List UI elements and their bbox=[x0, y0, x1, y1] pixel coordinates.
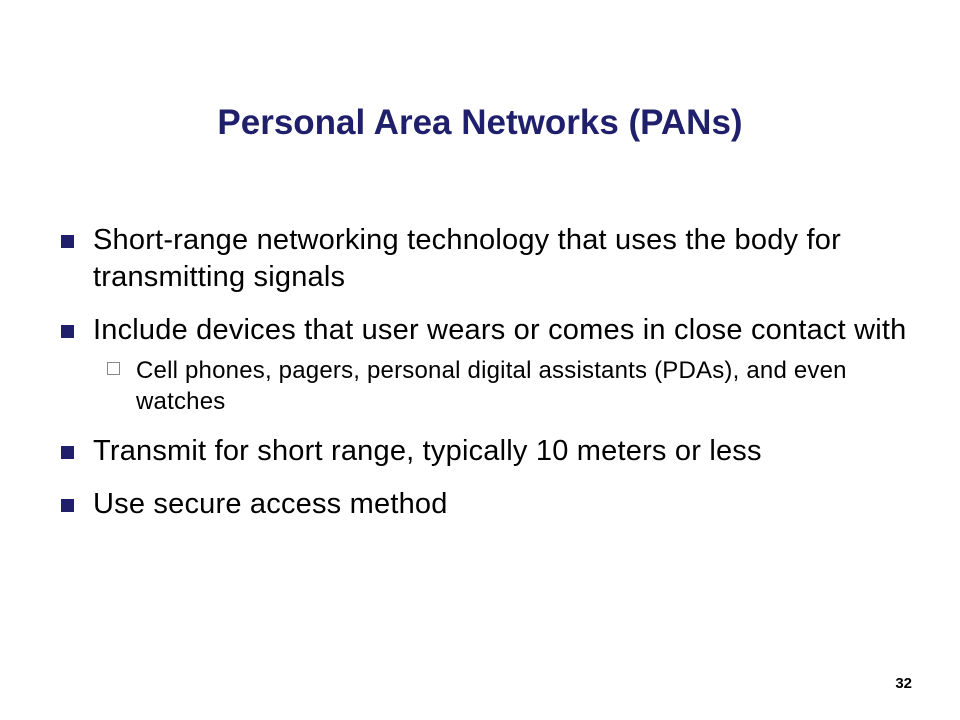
bullet-text: Use secure access method bbox=[93, 488, 448, 520]
sub-bullet-item bbox=[60, 355, 910, 417]
bullet-item bbox=[60, 222, 910, 296]
bullet-item bbox=[60, 312, 910, 417]
bullet-text: Short-range networking technology that uses the body for transmitting signals bbox=[93, 224, 841, 293]
bullet-text: Include devices that user wears or comes in close contact with bbox=[93, 314, 907, 346]
bullet-item bbox=[60, 486, 910, 523]
sub-bullet-list bbox=[93, 355, 910, 417]
slide-title: Personal Area Networks (PANs) bbox=[217, 103, 743, 142]
square-bullet-icon bbox=[61, 446, 74, 459]
page-number: 32 bbox=[895, 675, 912, 692]
square-bullet-icon bbox=[61, 235, 74, 248]
hollow-square-bullet-icon bbox=[107, 362, 120, 375]
bullet-list bbox=[60, 222, 910, 539]
bullet-item bbox=[60, 433, 910, 470]
sub-bullet-text: Cell phones, pagers, personal digital assistants (PDAs), and even watches bbox=[136, 357, 847, 415]
bullet-text: Transmit for short range, typically 10 meters or less bbox=[93, 435, 762, 467]
square-bullet-icon bbox=[61, 325, 74, 338]
square-bullet-icon bbox=[61, 499, 74, 512]
